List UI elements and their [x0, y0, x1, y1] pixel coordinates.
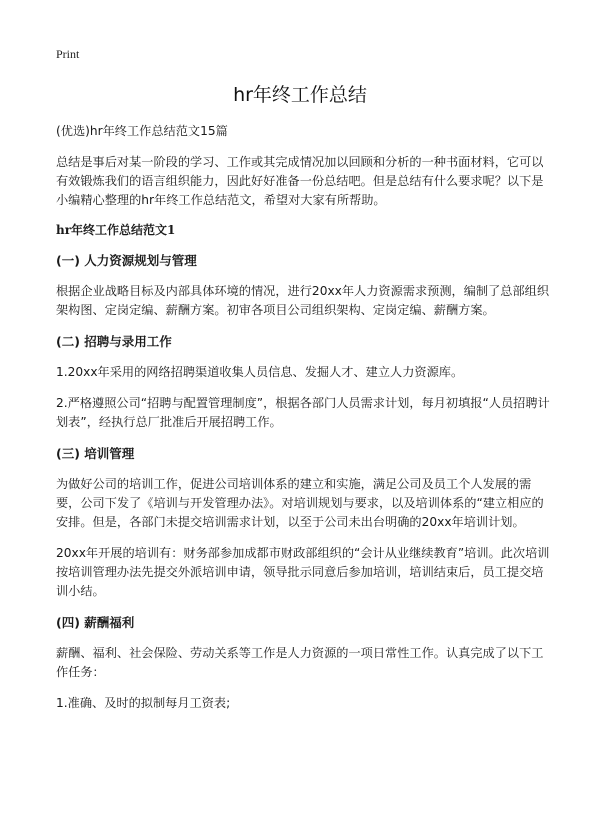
section-paragraph: 2.严格遵照公司“招聘与配置管理制度”，根据各部门人员需求计划，每月初填报“人员招聘计划表”，经执行总厂批准后开展招聘工作。: [56, 396, 550, 429]
section-heading-training: (三) 培训管理: [56, 446, 135, 461]
article-body: [56, 122, 552, 725]
section-paragraph: 20xx年开展的培训有：财务部参加成都市财政部组织的“会计从业继续教育”培训。此次培训按培训管理办法先提交外派培训申请，领导批示同意后参加培训，培训结束后，员工提交培训小结。: [56, 546, 550, 598]
article-subtitle: (优选)hr年终工作总结范文15篇: [56, 124, 228, 138]
print-link[interactable]: Print: [56, 47, 80, 61]
page-title: hr年终工作总结: [233, 84, 367, 106]
section-heading-compensation: (四) 薪酬福利: [56, 615, 135, 630]
section-heading-recruitment: (二) 招聘与录用工作: [56, 334, 172, 349]
section-heading-planning: (一) 人力资源规划与管理: [56, 253, 197, 268]
sample-heading: hr年终工作总结范文1: [56, 223, 176, 237]
section-paragraph: 薪酬、福利、社会保险、劳动关系等工作是人力资源的一项日常性工作。认真完成了以下工作任务：: [56, 646, 544, 679]
section-paragraph: 根据企业战略目标及内部具体环境的情况，进行20xx年人力资源需求预测，编制了总部组织架构图、定岗定编、薪酬方案。初审各项目公司组织架构、定岗定编、薪酬方案。: [56, 284, 550, 317]
section-paragraph: 1.20xx年采用的网络招聘渠道收集人员信息、发掘人才、建立人力资源库。: [56, 365, 464, 379]
section-paragraph: 为做好公司的培训工作，促进公司培训体系的建立和实施，满足公司及员工个人发展的需要，公司下发了《培训与开发管理办法》。对培训规划与要求，以及培训体系的“建立相应的安排。但是，各部门未提交培训需求计划，以至于公司未出台明确的20xx年培训计划。: [56, 477, 544, 529]
intro-paragraph: 总结是事后对某一阶段的学习、工作或其完成情况加以回顾和分析的一种书面材料，它可以有效锻炼我们的语言组织能力，因此好好准备一份总结吧。但是总结有什么要求呢？以下是小编精心整理的hr年终工作总结范文，希望对大家有所帮助。: [56, 155, 544, 207]
section-paragraph: 1.准确、及时的拟制每月工资表;: [56, 696, 231, 710]
